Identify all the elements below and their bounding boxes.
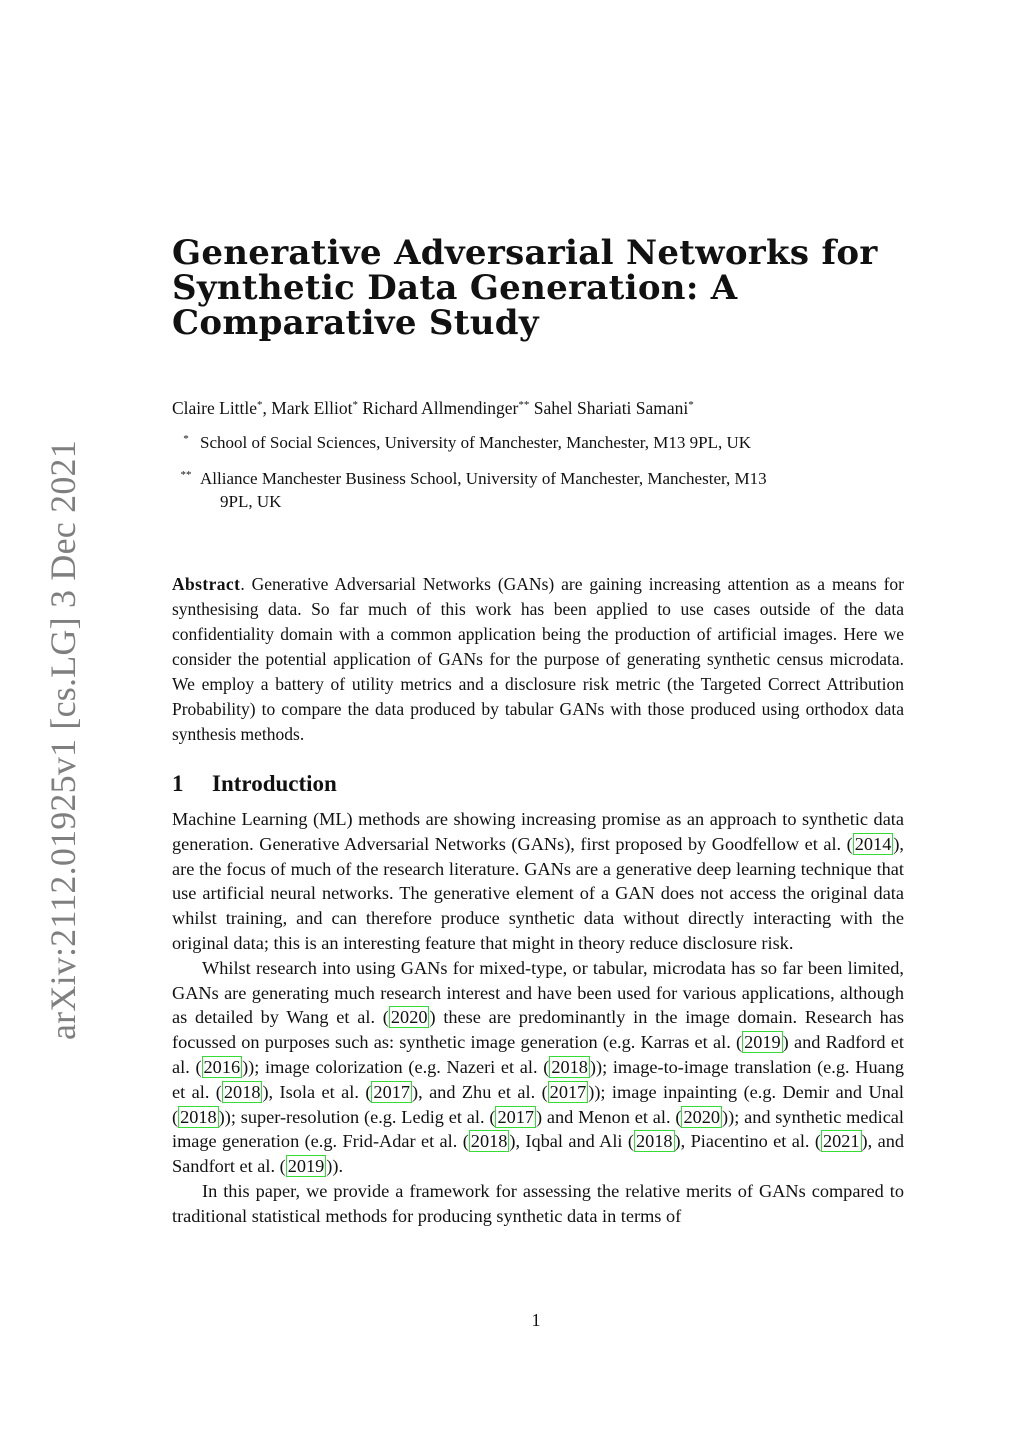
citation-link[interactable]: 2017 (373, 1081, 410, 1102)
affiliation-mark: * (352, 399, 358, 411)
affiliation-text: School of Social Sciences, University of Manchester, Manchester, M13 9PL, UK (200, 433, 752, 452)
paragraph-text: ), Isola et al. ( (262, 1081, 372, 1102)
page-number: 1 (531, 1310, 541, 1330)
citation-link[interactable]: 2018 (470, 1131, 508, 1152)
paragraph (172, 807, 904, 956)
paragraph-text: )). (326, 1156, 344, 1177)
title-line: Generative Adversarial Networks for (172, 233, 878, 273)
citation-link[interactable]: 2018 (223, 1081, 261, 1102)
affiliation-text: Alliance Manchester Business School, University of Manchester, Manchester, M13 (200, 469, 767, 488)
citation-link[interactable]: 2020 (390, 1007, 428, 1028)
paragraph (172, 1179, 904, 1229)
arxiv-identifier[interactable]: arXiv:2112.01925v1 [cs.LG] 3 Dec 2021 (43, 440, 83, 1040)
citation-link[interactable]: 2019 (287, 1156, 325, 1177)
paragraph-text: Machine Learning (ML) methods are showing increasing promise as an approach to synthetic data generation. Generative Adversarial Networks (GANs), first proposed by Goodfellow et al. ( (172, 809, 904, 854)
paragraph (172, 956, 904, 1179)
title-line: Synthetic Data Generation: A (172, 268, 738, 308)
citation-link[interactable]: 2019 (744, 1032, 781, 1053)
author-list (172, 393, 904, 420)
affiliation-mark: * (257, 399, 263, 411)
paragraph-text: )); and synthetic medical image generation (e.g. Frid-Adar et al. ( (172, 1106, 904, 1152)
paragraph-text: ) and Radford et al. ( (172, 1032, 904, 1077)
author-name: , Mark Elliot (262, 398, 353, 418)
paper-title (172, 233, 892, 343)
paragraph-text: )); super-resolution (e.g. Ledig et al. ( (218, 1106, 496, 1127)
paragraph-text: ) and Menon et al. ( (536, 1106, 682, 1127)
introduction-body (172, 807, 904, 1229)
paragraph-text: In this paper, we provide a framework for assessing the relative merits of GANs compared to traditional statistical methods for producing synthetic data in terms of (172, 1180, 904, 1226)
affiliation-mark: ** (518, 399, 530, 411)
affiliation-mark: ** (180, 469, 192, 481)
paragraph-text: ), and Sandfort et al. ( (172, 1131, 904, 1177)
citation-link[interactable]: 2017 (497, 1106, 535, 1127)
affiliation-social-sciences (172, 428, 904, 454)
paragraph-text: ) these are predominantly in the image domain. Research has focussed on purposes such as: synthetic image generation (e.g. Karras et al. ( (172, 1007, 904, 1053)
citation-link[interactable]: 2016 (203, 1056, 241, 1077)
paragraph-text: )); image inpainting (e.g. Demir and Unal ( (172, 1081, 904, 1127)
abstract-text: . Generative Adversarial Networks (GANs) are gaining increasing attention as a means for synthesising data. So far much of this work has been applied to use cases outside of the data confidentiality domain with a common application being the production of artificial images. Here we consider the potential application of GANs for the purpose of generating synthetic census microdata. We employ a battery of utility metrics and a disclosure risk metric (the Targeted Correct Attribution Probability) to compare the data produced by tabular GANs with those produced using orthodox data synthesis methods. (172, 574, 904, 744)
paragraph-text: ), Piacentino et al. ( (674, 1131, 821, 1152)
author-name: Richard Allmendinger (357, 398, 519, 418)
title-line: Comparative Study (172, 303, 539, 343)
citation-link[interactable]: 2018 (551, 1056, 588, 1077)
paragraph-text: )); image colorization (e.g. Nazeri et al. ( (242, 1056, 550, 1077)
affiliation-mark: * (688, 399, 694, 411)
citation-link[interactable]: 2014 (854, 833, 892, 854)
paragraph-text: ), and Zhu et al. ( (411, 1081, 548, 1102)
section-number: 1 (172, 771, 184, 796)
citation-link[interactable]: 2018 (635, 1131, 673, 1152)
citation-link[interactable]: 2020 (683, 1106, 721, 1127)
paragraph-text: Whilst research into using GANs for mixed-type, or tabular, microdata has so far been limited, GANs are generating much research interest and have been used for various applications, although as detailed by Wang et al. ( (172, 957, 904, 1028)
affiliation-business-school (172, 464, 904, 513)
affiliation-text-continued: 9PL, UK (220, 492, 282, 511)
citation-link[interactable]: 2021 (822, 1131, 860, 1152)
citation-link[interactable]: 2018 (180, 1106, 217, 1127)
affiliation-mark: * (183, 433, 189, 445)
paragraph-text: ), Iqbal and Ali ( (509, 1131, 634, 1152)
paragraph-text: ), are the focus of much of the research literature. GANs are a generative deep learning technique that use artificial neural networks. The generative element of a GAN does not access the original data whilst training, and can therefore produce synthetic data without directly interacting with the original data; this is an interesting feature that might in theory reduce disclosure risk. (172, 833, 904, 953)
section-title: Introduction (212, 771, 337, 796)
paragraph-text: )); image-to-image translation (e.g. Huang et al. ( (172, 1056, 904, 1102)
abstract-label: Abstract (172, 574, 241, 594)
section-heading-introduction (172, 771, 337, 797)
citation-link[interactable]: 2017 (549, 1081, 587, 1102)
abstract (172, 572, 904, 747)
author-name: Sahel Shariati Samani (529, 398, 689, 418)
author-name: Claire Little (172, 398, 258, 418)
